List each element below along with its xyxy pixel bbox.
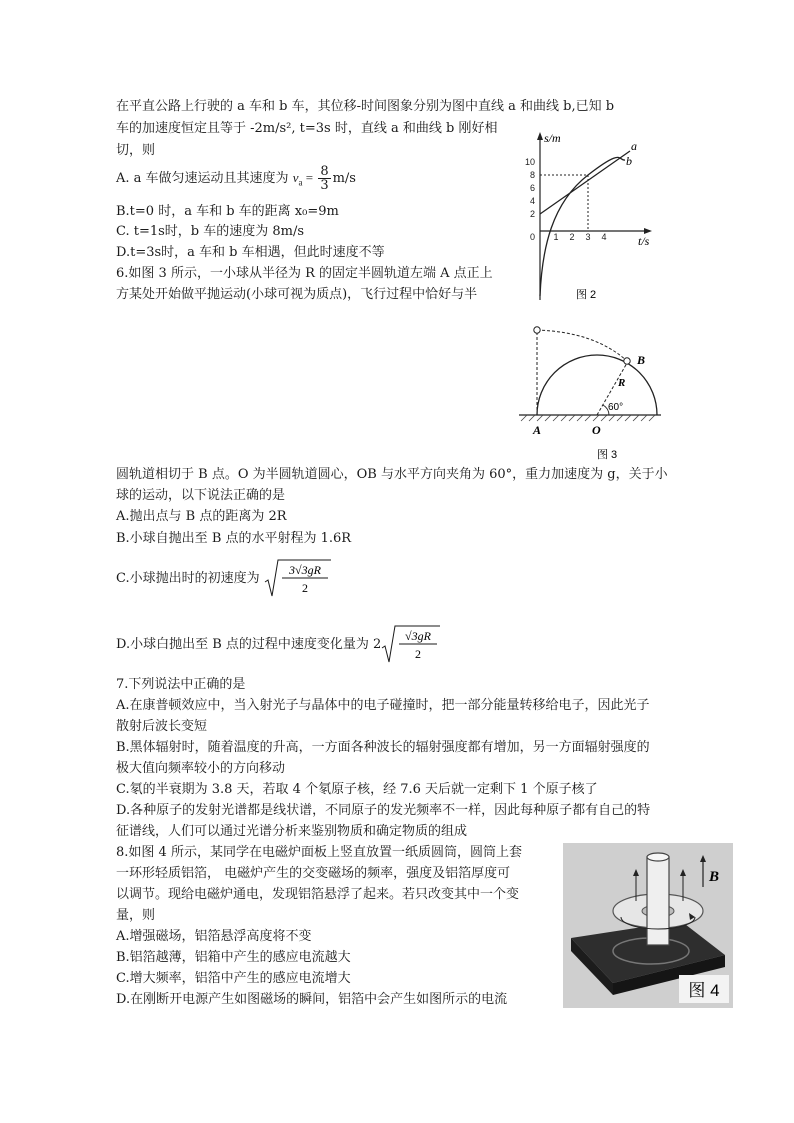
fig3-ball-b (624, 358, 630, 364)
q5-option-a-num: 8 (320, 164, 329, 179)
figure-4 (563, 843, 733, 1008)
q5-option-b: B.t=0 时，a 车和 b 车的距离 x₀=9m (116, 204, 339, 219)
q6-option-d-text: D.小球白抛出至 B 点的过程中速度变化量为 2 (116, 636, 382, 652)
q5-stem-line2: 车的加速度恒定且等于 -2m/s², t=3s 时，直线 a 和曲线 b 刚好相 (116, 121, 498, 136)
q7-option-a-line1: A.在康普顿效应中，当入射光子与晶体中的电子碰撞时，把一部分能量转移给电子，因此光子 (116, 698, 650, 713)
q6-option-d-radical (381, 624, 441, 665)
q5-option-a-unit: m/s (332, 171, 356, 186)
q8-stem-line4: 量，则 (116, 908, 156, 923)
fig2-ytick-10: 10 (524, 157, 535, 167)
q8-option-a: A.增强磁场，铝箔悬浮高度将不变 (116, 929, 312, 944)
q5-stem-line1: 在平直公路上行驶的 a 车和 b 车，其位移-时间图象分别为图中直线 a 和曲线 b,已知 b (116, 99, 615, 114)
q7-option-b-line2: 极大值向频率较小的方向移动 (116, 761, 286, 776)
q6-option-c-num: 3√3gR (288, 563, 321, 577)
figure-3 (515, 318, 665, 463)
q6-option-d-sqrt-svg (381, 624, 441, 664)
q5-option-a-sub: a (298, 177, 303, 188)
fig2-label-a: a (631, 139, 637, 153)
fig2-xtick-3: 3 (585, 232, 591, 242)
fig4-label-b: B (709, 869, 720, 885)
q5-option-c: C. t=1s时，b 车的速度为 8m/s (116, 224, 305, 239)
fig4-paper-tube (647, 857, 669, 945)
q5-option-a-eq: = (302, 170, 317, 185)
q6-option-d (116, 624, 441, 665)
q8-option-b: B.铝箔越薄，铝箱中产生的感应电流越大 (116, 950, 351, 965)
q5-option-a-text: A. a 车做匀速运动且其速度为 (116, 171, 289, 186)
q6-option-d-den: 2 (415, 647, 422, 661)
fig2-xtick-1: 1 (553, 232, 559, 242)
q5-option-a-var: v (292, 170, 299, 185)
q5-stem-line3: 切，则 (116, 143, 156, 158)
fig2-ytick-6: 6 (529, 183, 535, 193)
q7-option-b-line1: B.黑体辐射时，随着温度的升高，一方面各种波长的辐射强度都有增加，另一方面辐射强度的 (116, 740, 650, 755)
q6-option-c-text: C.小球抛出时的初速度为 (116, 570, 260, 586)
fig4-tube-top (647, 853, 669, 861)
q6-option-b: B.小球自抛出至 B 点的水平射程为 1.6R (116, 531, 352, 546)
q6-option-d-num: √3gR (405, 629, 432, 643)
fig2-xlabel: t/s (638, 234, 650, 248)
q8-stem-line2: 一环形轻质铝箔， 电磁炉产生的交变磁场的频率，强度及铝箔厚度可 (116, 866, 511, 881)
fig2-origin: 0 (529, 232, 535, 242)
fig3-label-r: R (618, 377, 626, 389)
q7-option-d-line1: D.各种原子的发射光谱都是线状谱，不同原子的发光频率不一样，因此每种原子都有自己的特 (116, 803, 651, 818)
fig4-caption: 图 4 (688, 981, 720, 1000)
q6-stem-line3: 圆轨道相切于 B 点。O 为半圆轨道圆心，OB 与水平方向夹角为 60°，重力加速度为 g，关于小 (116, 467, 668, 482)
fig3-ground-hatch (521, 415, 655, 421)
fig2-ytick-8: 8 (529, 170, 535, 180)
fig2-ylabel: s/m (544, 131, 561, 145)
figure-2 (510, 128, 660, 310)
fig2-y-arrow (537, 132, 543, 140)
fig3-label-o: O (592, 423, 601, 437)
fig2-label-b: b (626, 154, 632, 168)
q7-stem: 7.下列说法中正确的是 (116, 677, 246, 692)
q6-stem-line4: 球的运动，以下说法正确的是 (116, 488, 286, 503)
q5-option-a-den: 3 (320, 178, 329, 193)
fig3-caption: 图 3 (597, 449, 618, 461)
q5-option-d: D.t=3s时，a 车和 b 车相遇，但此时速度不等 (116, 245, 385, 260)
fig3-angle-label: 60° (608, 402, 624, 413)
fig2-ytick-2: 2 (529, 209, 535, 219)
q8-stem-line1: 8.如图 4 所示，某同学在电磁炉面板上竖直放置一纸质圆筒，圆筒上套 (116, 845, 522, 860)
q5-option-a-fraction (318, 165, 330, 192)
q6-option-c-radical (264, 558, 332, 599)
q7-option-c: C.氡的半衰期为 3.8 天，若取 4 个氡原子核，经 7.6 天后就一定剩下 1 个原子核了 (116, 782, 598, 797)
q5-option-a (116, 164, 356, 197)
fig3-ball-start (534, 327, 540, 333)
fig3-label-a: A (533, 423, 542, 437)
q6-option-c (116, 558, 332, 599)
fig2-ytick-4: 4 (529, 196, 535, 206)
fig2-xtick-4: 4 (601, 232, 607, 242)
fig2-xtick-2: 2 (569, 232, 575, 242)
q8-stem-line3: 以调节。现给电磁炉通电，发现铝箔悬浮了起来。若只改变其中一个变 (116, 887, 520, 902)
q6-option-c-sqrt-svg (264, 558, 332, 598)
q7-option-d-line2: 征谱线，人们可以通过光谱分析来鉴别物质和确定物质的组成 (116, 824, 468, 839)
fig2-line-a (540, 151, 630, 214)
fig2-caption: 图 2 (576, 289, 597, 301)
q6-stem-line1: 6.如图 3 所示，一小球从半径为 R 的固定半圆轨道左端 A 点正上 (116, 266, 493, 281)
q7-option-a-line2: 散射后波长变短 (116, 719, 208, 734)
q8-option-d: D.在刚断开电源产生如图磁场的瞬间，铝箔中会产生如图所示的电流 (116, 992, 508, 1007)
fig4-illustration (563, 843, 733, 1008)
q6-stem-line2: 方某处开始做平抛运动(小球可视为质点)，飞行过程中恰好与半 (116, 287, 478, 302)
q6-option-c-den: 2 (301, 581, 308, 595)
fig2-curve-b (540, 157, 625, 296)
fig3-label-b: B (637, 353, 646, 367)
q6-option-a: A.抛出点与 B 点的距离为 2R (116, 509, 287, 524)
q8-option-c: C.增大频率，铝箔中产生的感应电流增大 (116, 971, 351, 986)
